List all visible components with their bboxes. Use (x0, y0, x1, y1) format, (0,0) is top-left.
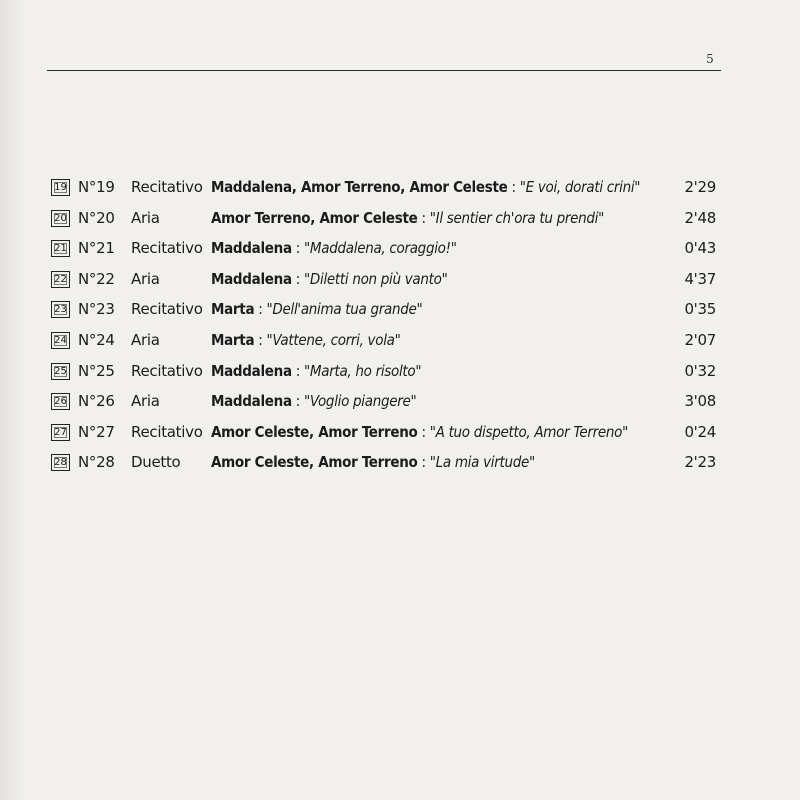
incipit: "Vattene, corri, vola" (266, 330, 401, 349)
piece-type: Aria (131, 330, 160, 349)
roles: Maddalena (211, 361, 292, 380)
separator: : (421, 208, 426, 227)
track-row (0, 234, 800, 265)
separator: : (421, 453, 426, 472)
track-number-box: 19 (51, 179, 70, 196)
duration: 0'43 (684, 239, 716, 258)
duration: 0'24 (684, 422, 716, 441)
roles: Amor Terreno, Amor Celeste (211, 208, 418, 227)
page-number: 5 (706, 52, 714, 66)
number-label: N°26 (78, 392, 115, 411)
incipit: "Dell'anima tua grande" (266, 300, 423, 319)
roles: Maddalena (211, 239, 292, 258)
track-row (0, 387, 800, 418)
duration: 2'07 (684, 330, 716, 349)
track-number-box: 26 (51, 393, 70, 410)
track-number-box: 24 (51, 332, 70, 349)
separator: : (258, 330, 263, 349)
incipit: "La mia virtude" (429, 453, 535, 472)
track-row (0, 357, 800, 388)
incipit: "Maddalena, coraggio!" (304, 239, 457, 258)
duration: 2'23 (684, 453, 716, 472)
roles: Amor Celeste, Amor Terreno (211, 453, 418, 472)
incipit: "Il sentier ch'ora tu prendi" (429, 208, 604, 227)
incipit: "Voglio piangere" (304, 392, 417, 411)
duration: 3'08 (684, 392, 716, 411)
separator: : (258, 300, 263, 319)
piece-type: Recitativo (131, 300, 203, 319)
number-label: N°22 (78, 269, 115, 288)
separator: : (511, 178, 516, 196)
track-row (0, 326, 800, 357)
piece-type: Duetto (131, 453, 181, 472)
header-rule (47, 70, 721, 71)
incipit: "Diletti non più vanto" (304, 269, 448, 288)
track-number-box: 23 (51, 301, 70, 318)
separator: : (295, 239, 301, 258)
track-number-box: 20 (51, 210, 70, 227)
track-row (0, 265, 800, 296)
incipit: "E voi, dorati crini" (519, 178, 641, 196)
piece-type: Aria (131, 208, 160, 227)
number-label: N°27 (78, 422, 115, 441)
roles: Maddalena (211, 269, 292, 288)
duration: 0'32 (684, 361, 716, 380)
piece-type: Aria (131, 269, 160, 288)
track-row (0, 173, 800, 204)
track-row (0, 418, 800, 449)
number-label: N°21 (78, 239, 115, 258)
duration: 2'48 (684, 208, 716, 227)
track-description (211, 270, 448, 288)
number-label: N°24 (78, 330, 115, 349)
roles: Marta (211, 330, 255, 349)
track-description (211, 392, 416, 410)
track-description (211, 300, 422, 318)
track-number-box: 25 (51, 363, 70, 380)
number-label: N°20 (78, 208, 115, 227)
duration: 2'29 (684, 178, 716, 196)
piece-type: Recitativo (131, 239, 203, 258)
piece-type: Recitativo (131, 178, 203, 196)
track-description (211, 453, 535, 471)
duration: 0'35 (684, 300, 716, 319)
separator: : (295, 269, 301, 288)
number-label: N°28 (78, 453, 115, 472)
track-row (0, 448, 800, 479)
piece-type: Recitativo (131, 361, 203, 380)
track-number-box: 28 (51, 454, 70, 471)
track-number-box: 22 (51, 271, 70, 288)
track-number-box: 21 (51, 240, 70, 257)
roles: Maddalena (211, 392, 292, 411)
track-description (211, 362, 421, 380)
number-label: N°25 (78, 361, 115, 380)
roles: Marta (211, 300, 255, 319)
track-list (0, 173, 800, 479)
separator: : (295, 361, 301, 380)
roles: Maddalena, Amor Terreno, Amor Celeste (211, 178, 508, 196)
incipit: "A tuo dispetto, Amor Terreno" (429, 422, 629, 441)
roles: Amor Celeste, Amor Terreno (211, 422, 418, 441)
piece-type: Aria (131, 392, 160, 411)
track-description (211, 178, 640, 196)
track-row (0, 204, 800, 235)
duration: 4'37 (684, 269, 716, 288)
separator: : (295, 392, 301, 411)
separator: : (421, 422, 426, 441)
track-description (211, 331, 401, 349)
number-label: N°19 (78, 178, 115, 196)
track-description (211, 209, 604, 227)
number-label: N°23 (78, 300, 115, 319)
track-description (211, 423, 628, 441)
track-number-box: 27 (51, 424, 70, 441)
piece-type: Recitativo (131, 422, 203, 441)
incipit: "Marta, ho risolto" (304, 361, 422, 380)
track-description (211, 239, 457, 257)
track-row (0, 295, 800, 326)
